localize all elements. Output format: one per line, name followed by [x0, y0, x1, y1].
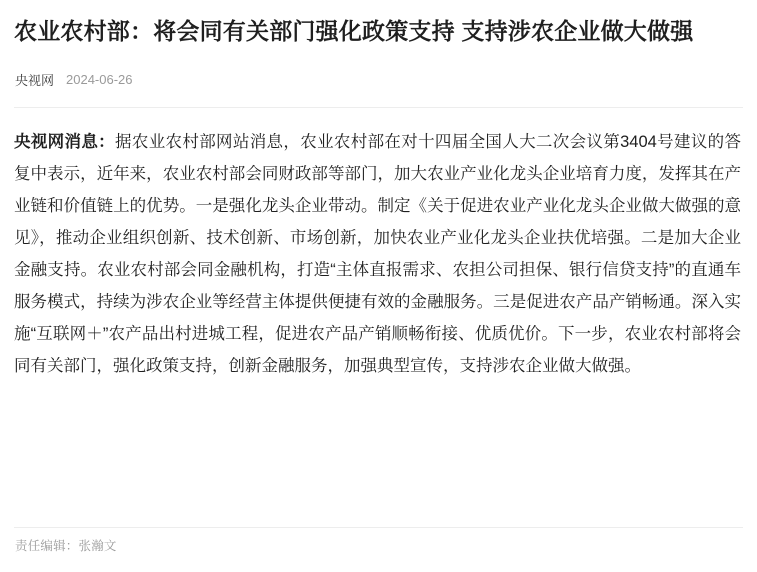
article-body	[14, 126, 743, 382]
article-source: 央视网	[15, 73, 55, 88]
article-date: 2024-06-26	[66, 72, 133, 87]
article-meta	[14, 70, 743, 89]
footer-divider	[14, 527, 743, 528]
article-lead: 央视网消息：	[14, 133, 116, 151]
header-divider	[14, 107, 743, 108]
article-editor: 责任编辑：张瀚文	[15, 539, 117, 553]
article-body-text: 据农业农村部网站消息，农业农村部在对十四届全国人大二次会议第3404号建议的答复中表示，近年来，农业农村部会同财政部等部门，加大农业产业化龙头企业培育力度，发挥其在产业链和价值链上的优势。一是强化龙头企业带动。制定《关于促进农业产业化龙头企业做大做强的意见》，推动企业组织创新、技术创新、市场创新，加快农业产业化龙头企业扶优培强。二是加大企业金融支持。农业农村部会同金融机构，打造“主体直报需求、农担公司担保、银行信贷支持”的直通车服务模式，持续为涉农企业等经营主体提供便捷有效的金融服务。三是促进农产品产销畅通。深入实施“互联网＋”农产品出村进城工程，促进农产品产销顺畅衔接、优质优价。下一步，农业农村部将会同有关部门，强化政策支持，创新金融服务，加强典型宣传，支持涉农企业做大做强。	[14, 133, 742, 375]
article-page	[0, 14, 757, 572]
page-title: 农业农村部：将会同有关部门强化政策支持 支持涉农企业做大做强	[14, 18, 694, 44]
